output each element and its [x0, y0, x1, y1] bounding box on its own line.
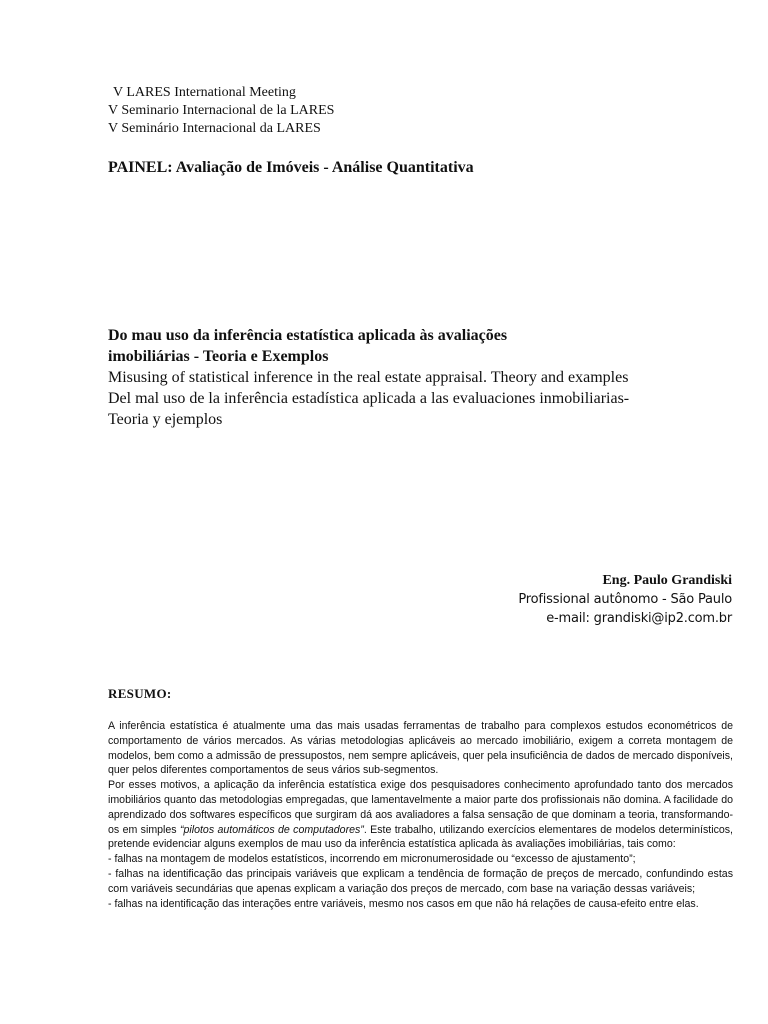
author-email: e-mail: grandiski@ip2.com.br	[546, 611, 732, 626]
abstract-p2-end: . Este trabalho, utilizando exercícios elementares de modelos determinísticos, pretende evidenciar alguns exemplos de mau uso da inferência estatística aplicada às avaliações imobiliárias, tais como:	[108, 823, 733, 851]
panel-title: PAINEL: Avaliação de Imóveis - Análise Quantitativa	[108, 159, 474, 176]
abstract-list-item-2: - falhas na identificação das principais variáveis que explicam a tendência de formação de preços de mercado, confundindo estas com variáveis secundárias que apenas explicam a variação dos preços de mercado, com base na variação dessas variáveis;	[108, 867, 733, 895]
abstract-p2-start: Por esses motivos, a aplicação da inferência estatística exige dos pesquisadores conhecimento aprofundado tanto dos mercados imobiliários quanto das metodologias empregadas, que lamentavelmente a maior parte dos profissionais não domina. A facilidade do aprendizado dos softwares específicos que surgiram dá aos avaliadores a falsa sensação de que dominam a teoria, transformando-os em simples	[108, 779, 733, 836]
abstract-p2-quote: “pilotos automáticos de computadores”	[179, 823, 364, 836]
title-es-line2: Teoria y ejemplos	[108, 411, 223, 428]
author-affiliation: Profissional autônomo - São Paulo	[518, 592, 732, 607]
meeting-line-pt: V Seminário Internacional da LARES	[108, 121, 321, 136]
meeting-header	[108, 84, 334, 138]
meeting-line-es: V Seminario Internacional de la LARES	[108, 103, 335, 118]
abstract-list-item-1: - falhas na montagem de modelos estatísticos, incorrendo em micronumerosidade ou “excesso de ajustamento”;	[108, 853, 636, 866]
abstract-body	[108, 719, 733, 911]
abstract-paragraph-1: A inferência estatística é atualmente uma das mais usadas ferramentas de trabalho para complexos estudos econométricos de comportamento de vários mercados. As várias metodologias aplicáveis ao mercado imobiliário, exigem a correta montagem de modelos, bem como a admissão de pressupostos, nem sempre aplicáveis, quer pela insuficiência de dados de mercado disponíveis, quer pelos diferentes comportamentos de seus vários sub-segmentos.	[108, 720, 733, 777]
author-block	[518, 571, 732, 628]
meeting-line-en: V LARES International Meeting	[113, 85, 296, 100]
title-pt-line1: Do mau uso da inferência estatística aplicada às avaliações	[108, 327, 508, 344]
title-es-line1: Del mal uso de la inferência estadística aplicada a las evaluaciones inmobiliarias-	[108, 390, 630, 407]
abstract-heading: RESUMO:	[108, 686, 172, 701]
title-en: Misusing of statistical inference in the real estate appraisal. Theory and examples	[108, 369, 629, 386]
abstract-paragraph-2	[108, 778, 733, 852]
title-pt-line2: imobiliárias - Teoria e Exemplos	[108, 348, 329, 365]
paper-titles	[108, 325, 733, 430]
abstract-list-item-3: - falhas na identificação das interações entre variáveis, mesmo nos casos em que não há relações de causa-efeito entre elas.	[108, 897, 699, 910]
author-name: Eng. Paulo Grandiski	[602, 573, 732, 588]
